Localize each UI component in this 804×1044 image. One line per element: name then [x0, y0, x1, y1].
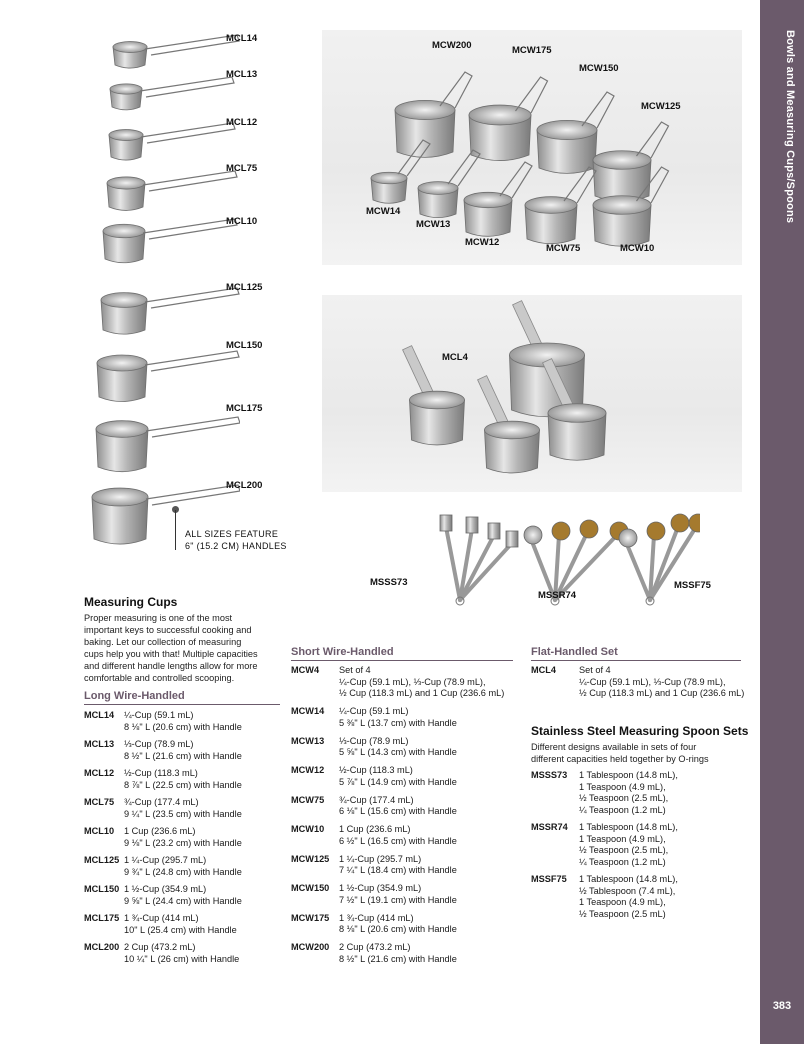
spec-line: 9 ¼" L (23.5 cm) with Handle	[124, 808, 242, 819]
spec-line: 1 Teaspoon (4.9 mL),	[579, 897, 666, 907]
spec-line: Set of 4	[339, 665, 371, 675]
spec-line: 1 ¼-Cup (295.7 mL)	[124, 855, 207, 865]
label-mcw200: MCW200	[432, 40, 472, 51]
spec-code: MSSF75	[531, 874, 567, 884]
spec-line: ½-Cup (118.3 mL)	[339, 765, 413, 775]
short-cup	[469, 77, 548, 161]
long-cup	[107, 171, 237, 210]
spec-row	[291, 824, 516, 847]
handle-note-line1: ALL SIZES FEATURE	[185, 529, 279, 539]
spec-line: 9 ⅝" L (24.4 cm) with Handle	[124, 895, 242, 906]
spec-code: MCL10	[84, 826, 115, 836]
spec-line: 1 Teaspoon (4.9 mL),	[579, 833, 666, 844]
spec-row	[531, 822, 751, 868]
spec-code: MCW10	[291, 824, 325, 834]
spec-line: ⅓-Cup (78.9 mL)	[124, 739, 194, 749]
label-mcw14: MCW14	[366, 206, 401, 217]
photo-short-wire	[322, 30, 742, 265]
spec-code: MCL200	[84, 942, 120, 952]
spec-lines	[339, 736, 516, 759]
spec-line: 8 ⅛" L (20.6 cm) with Handle	[339, 924, 457, 934]
spoon-sets-intro: Different designs available in sets of four different capacities held together by O-rings	[531, 742, 709, 764]
long-cup	[109, 123, 235, 160]
spec-code: MCL75	[84, 797, 115, 807]
spec-row	[84, 797, 284, 820]
spec-lines	[339, 706, 516, 729]
label-mcw13: MCW13	[416, 219, 451, 230]
spec-lines	[579, 770, 751, 816]
spec-code: MCL12	[84, 768, 115, 778]
spec-lines	[339, 942, 516, 965]
spoon-set	[619, 514, 700, 605]
spec-row	[291, 854, 516, 877]
spec-code: MCL150	[84, 884, 120, 894]
spec-line: ¼ Teaspoon (1.2 mL)	[579, 804, 666, 815]
spec-line: ½ Teaspoon (2.5 mL),	[579, 845, 669, 855]
spec-line: ¼-Cup (59.1 mL)	[339, 706, 409, 716]
label-mcw175: MCW175	[512, 45, 552, 56]
spec-line: 10" L (25.4 cm) with Handle	[124, 924, 237, 935]
spec-line: 1 Tablespoon (14.8 mL),	[579, 874, 678, 884]
spec-line: 1 Tablespoon (14.8 mL),	[579, 822, 678, 832]
long-cup	[103, 219, 237, 263]
label-mcl200: MCL200	[226, 480, 263, 491]
label-mssr74: MSSR74	[538, 590, 577, 601]
sidebar-title: Bowls and Measuring Cups/Spoons	[784, 30, 796, 224]
spec-row	[84, 913, 284, 936]
spec-line: ½ Cup (118.3 mL) and 1 Cup (236.6 mL)	[339, 688, 505, 698]
handle-note-line2: 6" (15.2 CM) HANDLES	[185, 541, 287, 551]
spec-lines	[124, 768, 284, 791]
spec-line: 10 ¼" L (26 cm) with Handle	[124, 953, 240, 964]
sidebar	[760, 0, 804, 1044]
spec-lines	[339, 824, 516, 847]
spec-lines	[339, 765, 516, 788]
spec-row	[531, 770, 751, 816]
spec-code: MCW175	[291, 912, 330, 923]
spec-row	[84, 710, 284, 733]
spec-line: 1 ¾-Cup (414 mL)	[124, 913, 199, 923]
long-cup	[110, 77, 234, 110]
spec-row	[84, 884, 284, 907]
spec-row	[291, 706, 516, 729]
spec-lines	[124, 739, 284, 762]
spec-lines	[124, 797, 284, 820]
spec-row	[84, 768, 284, 791]
spec-line: Set of 4	[579, 665, 611, 675]
short-cup	[464, 162, 532, 236]
spec-code: MCW75	[291, 794, 325, 805]
spec-lines	[124, 884, 284, 907]
spec-lines	[124, 942, 284, 965]
flat-handled-cups-illustration	[322, 295, 742, 492]
label-mcw10: MCW10	[620, 243, 655, 254]
short-cup	[395, 72, 472, 157]
spec-line: 7 ½" L (19.1 cm) with Handle	[339, 894, 457, 905]
spec-code: MCW14	[291, 706, 325, 716]
short-wire-list	[291, 665, 516, 972]
long-wire-heading: Long Wire-Handled	[84, 690, 280, 705]
spec-lines	[339, 795, 516, 818]
spec-line: ¼ Teaspoon (1.2 mL)	[579, 856, 666, 867]
spec-line: ½-Cup (118.3 mL)	[124, 768, 198, 778]
spec-row	[531, 665, 751, 700]
spec-code: MCW125	[291, 853, 330, 864]
spec-code: MSSS73	[531, 770, 568, 780]
spec-line: ½ Teaspoon (2.5 mL)	[579, 908, 666, 919]
spec-code: MSSR74	[531, 822, 568, 832]
spec-line: 1 Cup (236.6 mL)	[124, 826, 196, 836]
spec-line: 2 Cup (473.2 mL)	[339, 942, 411, 952]
spec-line: 1 ¾-Cup (414 mL)	[339, 912, 414, 923]
flat-cup-bowl	[410, 391, 465, 445]
spec-line: ⅓-Cup (78.9 mL)	[339, 735, 409, 746]
label-mcl125: MCL125	[226, 282, 263, 293]
spec-line: 8 ⅞" L (22.5 cm) with Handle	[124, 779, 242, 790]
long-wire-list	[84, 710, 284, 971]
spec-line: 5 ⅜" L (13.7 cm) with Handle	[339, 717, 457, 728]
spec-line: ¼-Cup (59.1 mL), ⅓-Cup (78.9 mL),	[339, 676, 486, 687]
short-cup	[593, 122, 669, 201]
spec-row	[291, 736, 516, 759]
spec-line: ¾-Cup (177.4 mL)	[339, 794, 414, 805]
spec-line: 1 Cup (236.6 mL)	[339, 824, 411, 834]
spec-line: ¼-Cup (59.1 mL)	[124, 710, 194, 720]
spec-lines	[579, 874, 751, 920]
flat-handled-heading: Flat-Handled Set	[531, 646, 741, 661]
label-mcw150: MCW150	[579, 63, 619, 74]
spec-line: ¼-Cup (59.1 mL), ⅓-Cup (78.9 mL),	[579, 676, 726, 687]
spec-code: MCL13	[84, 739, 115, 749]
spec-row	[291, 795, 516, 818]
photo-flat-handled	[322, 295, 742, 492]
long-wire-cups-illustration	[80, 25, 240, 550]
spec-lines	[339, 854, 516, 877]
spec-code: MCW13	[291, 735, 325, 746]
page-number: 383	[772, 1000, 792, 1012]
spec-row	[84, 739, 284, 762]
spec-row	[291, 765, 516, 788]
spec-line: 5 ⅝" L (14.3 cm) with Handle	[339, 747, 457, 757]
spec-code: MCL14	[84, 710, 115, 720]
spec-row	[291, 665, 516, 700]
spec-lines	[339, 883, 516, 906]
spec-code: MCL4	[531, 665, 557, 675]
spec-line: 8 ⅛" L (20.6 cm) with Handle	[124, 721, 242, 732]
spec-lines	[579, 822, 751, 868]
spec-row	[291, 942, 516, 965]
spec-row	[291, 913, 516, 936]
long-cup	[97, 351, 239, 402]
short-cup	[525, 167, 596, 244]
spec-code: MCL125	[84, 855, 120, 865]
spec-row	[84, 826, 284, 849]
spec-code: MCW4	[291, 665, 320, 675]
flat-cup	[510, 301, 585, 417]
label-mcl75: MCL75	[226, 163, 258, 174]
spec-line: 6 ½" L (16.5 cm) with Handle	[339, 835, 457, 846]
spec-line: 2 Cup (473.2 mL)	[124, 942, 196, 952]
spec-line: 5 ⅞" L (14.9 cm) with Handle	[339, 776, 457, 787]
spoon-sets-list	[531, 770, 751, 926]
spec-row	[531, 874, 751, 920]
spec-line: 9 ⅛" L (23.2 cm) with Handle	[124, 837, 242, 848]
spec-line: 1 Teaspoon (4.9 mL),	[579, 781, 666, 792]
spec-line: 8 ½" L (21.6 cm) with Handle	[124, 750, 242, 761]
measuring-cups-title: Measuring Cups	[84, 595, 178, 609]
label-mcl14: MCL14	[226, 33, 258, 44]
short-wire-heading: Short Wire-Handled	[291, 646, 513, 661]
spec-line: 1 Tablespoon (14.8 mL),	[579, 770, 678, 780]
spec-line: 8 ½" L (21.6 cm) with Handle	[339, 953, 457, 964]
spec-lines	[124, 826, 284, 849]
spec-code: MCW12	[291, 765, 325, 775]
long-cup	[113, 35, 239, 68]
spec-line: 6 ⅛" L (15.6 cm) with Handle	[339, 806, 457, 816]
spec-row	[84, 942, 284, 965]
label-mcl10: MCL10	[226, 216, 258, 227]
flat-cup-bowl	[485, 421, 540, 473]
spec-line: ½ Cup (118.3 mL) and 1 Cup (236.6 mL)	[579, 688, 745, 698]
spec-line: 1 ½-Cup (354.9 mL)	[124, 884, 207, 894]
label-mcl13: MCL13	[226, 69, 258, 80]
flat-handled-list	[531, 665, 751, 706]
spec-lines	[579, 665, 751, 700]
long-cup	[101, 288, 239, 334]
spec-code: MCW150	[291, 883, 330, 893]
long-cup	[96, 417, 240, 472]
label-mssf75: MSSF75	[674, 580, 711, 591]
spec-lines	[339, 665, 516, 700]
spec-row	[84, 855, 284, 878]
spec-line: 7 ¼" L (18.4 cm) with Handle	[339, 865, 457, 875]
flat-cup-bowl	[548, 404, 606, 461]
spec-row	[291, 883, 516, 906]
spoon-set	[440, 515, 518, 605]
label-mcw12: MCW12	[465, 237, 500, 248]
handle-note	[185, 528, 287, 552]
spec-line: ¾-Cup (177.4 mL)	[124, 797, 199, 807]
spec-lines	[339, 913, 516, 936]
label-mcw125: MCW125	[641, 101, 681, 112]
label-mcw75: MCW75	[546, 243, 581, 254]
spec-lines	[124, 855, 284, 878]
spec-line: ½ Tablespoon (7.4 mL),	[579, 885, 676, 896]
measuring-cups-intro: Proper measuring is one of the most important keys to successful cooking and baking. Let our collection of measuring cups help you with that! Multiple capacities and different handle lengths allow for more comfortable and controlled scooping.	[84, 613, 258, 683]
label-mcl4: MCL4	[442, 352, 468, 363]
spoon-sets-title: Stainless Steel Measuring Spoon Sets	[531, 724, 749, 738]
spec-line: 1 ½-Cup (354.9 mL)	[339, 883, 422, 893]
label-msss73: MSSS73	[370, 577, 408, 588]
label-mcl12: MCL12	[226, 117, 258, 128]
spec-line: 1 ¼-Cup (295.7 mL)	[339, 853, 422, 864]
spec-line: ½ Teaspoon (2.5 mL),	[579, 793, 669, 803]
spec-lines	[124, 710, 284, 733]
label-mcl150: MCL150	[226, 340, 263, 351]
note-line	[175, 510, 176, 550]
spec-code: MCW200	[291, 942, 330, 952]
spec-lines	[124, 913, 284, 936]
spec-line: 9 ¾" L (24.8 cm) with Handle	[124, 866, 242, 877]
short-wire-cups-illustration	[322, 30, 742, 265]
spec-code: MCL175	[84, 913, 120, 923]
label-mcl175: MCL175	[226, 403, 263, 414]
